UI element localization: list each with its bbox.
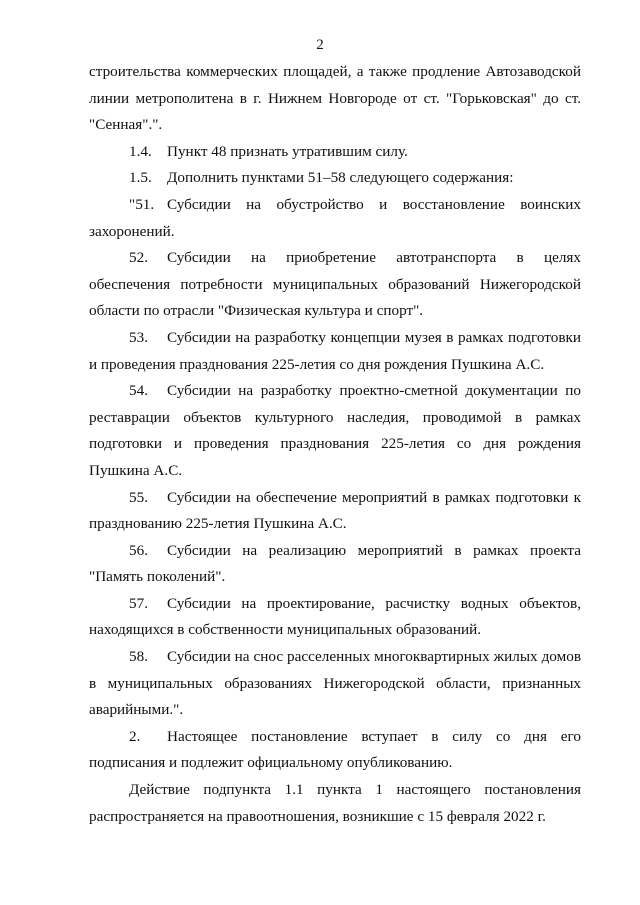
paragraph-number: 1.5. <box>129 169 152 187</box>
paragraph-number: 55. <box>129 488 148 506</box>
paragraph-text: Действие подпункта 1.1 пункта 1 настоящего постановления распространяется на правоотношения, возникшие с 15 февраля 2022 г. <box>89 781 581 825</box>
paragraph-number: 1.4. <box>129 142 152 160</box>
paragraph-text: Субсидии на приобретение автотранспорта в целях обеспечения потребности муниципальных образований Нижегородской области по отрасли "Физическая культура и спорт". <box>89 249 581 320</box>
paragraph-number: 53. <box>129 328 148 346</box>
paragraph-51 <box>89 192 581 245</box>
paragraph-number: 58. <box>129 648 148 666</box>
paragraph-54 <box>89 378 581 484</box>
paragraph-55 <box>89 485 581 538</box>
paragraph-number: 52. <box>129 249 148 267</box>
paragraph-1-4 <box>89 139 581 166</box>
paragraph-text: Субсидии на обеспечение мероприятий в рамках подготовки к празднованию 225-летия Пушкина А.С. <box>89 488 581 533</box>
paragraph-number: 2. <box>129 727 141 745</box>
paragraph-text: Субсидии на проектирование, расчистку водных объектов, находящихся в собственности муниципальных образований. <box>89 594 581 639</box>
paragraph-text: Субсидии на реализацию мероприятий в рамках проекта "Память поколений". <box>89 541 581 586</box>
page-number: 2 <box>316 37 324 53</box>
paragraph-number: "51. <box>129 195 155 213</box>
paragraph-56 <box>89 538 581 591</box>
paragraph-number: 54. <box>129 382 148 400</box>
paragraph-53 <box>89 325 581 378</box>
paragraph-57 <box>89 591 581 644</box>
paragraph-text: Настоящее постановление вступает в силу со дня его подписания и подлежит официальному опубликованию. <box>89 727 581 772</box>
paragraph-52 <box>89 245 581 325</box>
paragraph-effective-date <box>89 777 581 830</box>
paragraph-number: 56. <box>129 541 148 559</box>
paragraph-text: Субсидии на разработку проектно-сметной документации по реставрации объектов культурного наследия, проводимой в рамках подготовки и проведения празднования 225-летия со дня рождения Пушкина А.С. <box>89 382 581 479</box>
paragraph-text: Пункт 48 признать утратившим силу. <box>167 142 408 160</box>
paragraph-continuation <box>89 59 581 139</box>
paragraph-number: 57. <box>129 594 148 612</box>
paragraph-2 <box>89 724 581 777</box>
paragraph-58 <box>89 644 581 724</box>
paragraph-text: строительства коммерческих площадей, а также продление Автозаводской линии метрополитена в г. Нижнем Новгороде от ст. "Горьковская" до ст. "Сенная".". <box>89 63 581 134</box>
paragraph-text: Дополнить пунктами 51–58 следующего содержания: <box>167 169 514 187</box>
document-body <box>89 59 581 830</box>
paragraph-text: Субсидии на разработку концепции музея в рамках подготовки и проведения празднования 225-летия со дня рождения Пушкина А.С. <box>89 328 581 373</box>
paragraph-text: Субсидии на обустройство и восстановление воинских захоронений. <box>89 195 581 240</box>
paragraph-text: Субсидии на снос расселенных многоквартирных жилых домов в муниципальных образованиях Нижегородской области, признанных аварийными.". <box>89 648 581 719</box>
paragraph-1-5 <box>89 165 581 192</box>
